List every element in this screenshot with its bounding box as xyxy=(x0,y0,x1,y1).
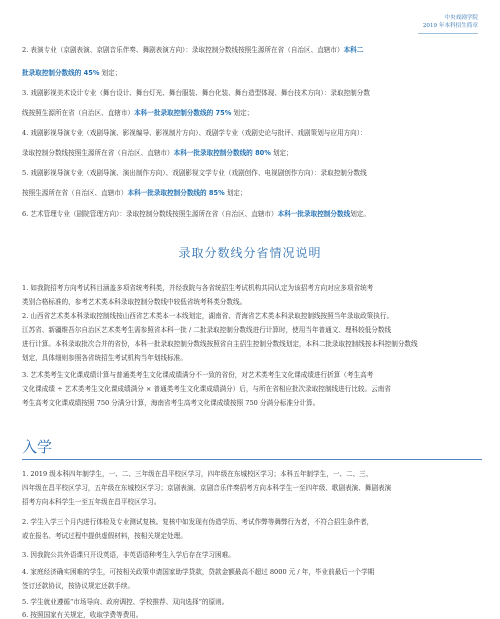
score-rule-line: 录取控制分数线按照生源所在省（自治区、直辖市）本科一批录取控制分数线的 80% 划定； xyxy=(22,149,293,157)
running-head-school: 中央戏剧学院 xyxy=(444,15,478,21)
running-head-title: 2019 年本科招生简章 xyxy=(422,23,478,29)
enrollment-line: 5. 学生就业遵循“市场导向、政府调控、学校推荐、双向选择”的原则。 xyxy=(22,598,229,606)
score-rule-line: 线按照生源所在省（自治区、直辖市）本科一批录取控制分数线的 75% 划定； xyxy=(22,109,254,117)
enrollment-heading: 入学 xyxy=(22,438,53,456)
explanation-line: 江苏省、新疆维吾尔自治区艺术类考生需参照省本科一批 / 二批录取控制分数线进行计算时，使用当年普通文、理科较低分数线 xyxy=(22,326,392,334)
enrollment-heading-rule xyxy=(22,459,482,460)
explanation-line: 进行计算。本科录取批次合并的省份，本科一批录取控制分数线按照省自主招生控制分数线划定，本科二批录取控制线按本科控制分数线 xyxy=(22,340,418,348)
explanation-line: 3. 艺术类考生文化课成绩计算与普通类考生文化课成绩满分不一致的省份，对艺术类考生文化课成绩进行折算（考生高考 xyxy=(22,371,374,379)
score-rule-line: 3. 戏剧影视美术设计专业（舞台设计、舞台灯光、舞台服装、舞台化装、舞台造型体现、舞台技术方向）：录取控制分数 xyxy=(22,89,370,97)
enrollment-line: 4. 家庭经济确实困难的学生，可按相关政策申请国家助学贷款，贷款金额最高不超过 8000 元 / 年，毕业前最后一个学期 xyxy=(22,568,375,576)
score-rule-line: 按照生源所在省（自治区、直辖市）本科一批录取控制分数线的 85% 划定； xyxy=(22,189,247,197)
score-rule-line: 5. 戏剧影视导演专业（戏剧导演、演出制作方向）、戏剧影视文学专业（戏剧创作、电视剧创作方向）：录取控制分数线 xyxy=(22,169,367,177)
enrollment-line: 3. 因我院公共外语课只开设英语，非英语语种考生入学后存在学习困难。 xyxy=(22,551,235,559)
enrollment-line: 招考方向本科学生一至五年级在昌平校区学习。 xyxy=(22,498,161,506)
score-rule-line: 批录取控制分数线的 45% 划定； xyxy=(22,69,122,77)
section-title: 录取分数线分省情况说明 xyxy=(178,246,322,260)
enrollment-line: 1. 2019 级本科四年制学生，一、二、三年级在昌平校区学习，四年级在东城校区学习；本科五年制学生，一、二、三、 xyxy=(22,470,373,478)
explanation-line: 1. 如我院招考方向考试科目涵盖多项省统考科类，并经我院与各省统招生考试机构共同认定为该招考方向对应多项省统考 xyxy=(22,284,374,292)
enrollment-line: 签订还款协议，按协议规定还款手续。 xyxy=(22,582,135,590)
explanation-line: 划定，具体细则参照各省统招生考试机构当年划线标准。 xyxy=(22,354,187,362)
explanation-line: 文化课成绩 ÷ 艺术类考生文化课成绩满分 × 普通类考生文化课成绩满分）后，与所在省相应批次录取控制线进行比较。云南省 xyxy=(22,385,391,393)
enrollment-line: 四年级在昌平校区学习，五年级在东城校区学习；京剧表演、京剧音乐伴奏招考方向本科学生一至四年级、歌剧表演、舞剧表演 xyxy=(22,484,392,492)
explanation-line: 2. 山西省艺术类本科录取控制线按山西省艺术类本一本线划定，湖南省、青海省艺术类本科录取控制线按照当年录取政策执行。 xyxy=(22,312,394,320)
explanation-line: 类别合格标准的，参考艺术类本科录取控制分数线中较低省统考科类分数线。 xyxy=(22,298,247,306)
score-rule-line: 2. 表演专业（京剧表演、京剧音乐伴奏、舞剧表演方向）：录取控制分数线按照生源所在省（自治区、直辖市）本科二 xyxy=(22,46,364,54)
enrollment-line: 6. 按照国家有关规定，收取学费等费用。 xyxy=(22,611,143,619)
enrollment-line: 或在报名、考试过程中提供虚假材料，按相关规定处理。 xyxy=(22,532,187,540)
running-head xyxy=(423,14,478,30)
score-rule-line: 4. 戏剧影视导演专业（戏剧导演、影视编导、影视制片方向）、戏剧学专业（戏剧史论与批评、戏剧策划与应用方向）： xyxy=(22,129,367,137)
running-head-rule xyxy=(418,33,478,34)
score-rule-line: 6. 艺术管理专业（剧院管理方向）：录取控制分数线按照生源所在省（自治区、直辖市）本科一批录取控制分数线划定。 xyxy=(22,210,370,218)
enrollment-line: 2. 学生入学三个月内进行体检及专业测试复核。复核中如发现有伪造学历、考试作弊等舞弊行为者，不符合招生条件者， xyxy=(22,518,374,526)
explanation-line: 考生高考文化课成绩按照 750 分满分计算，海南省考生高考文化课成绩按照 750 分满分标准分计算。 xyxy=(22,399,320,407)
